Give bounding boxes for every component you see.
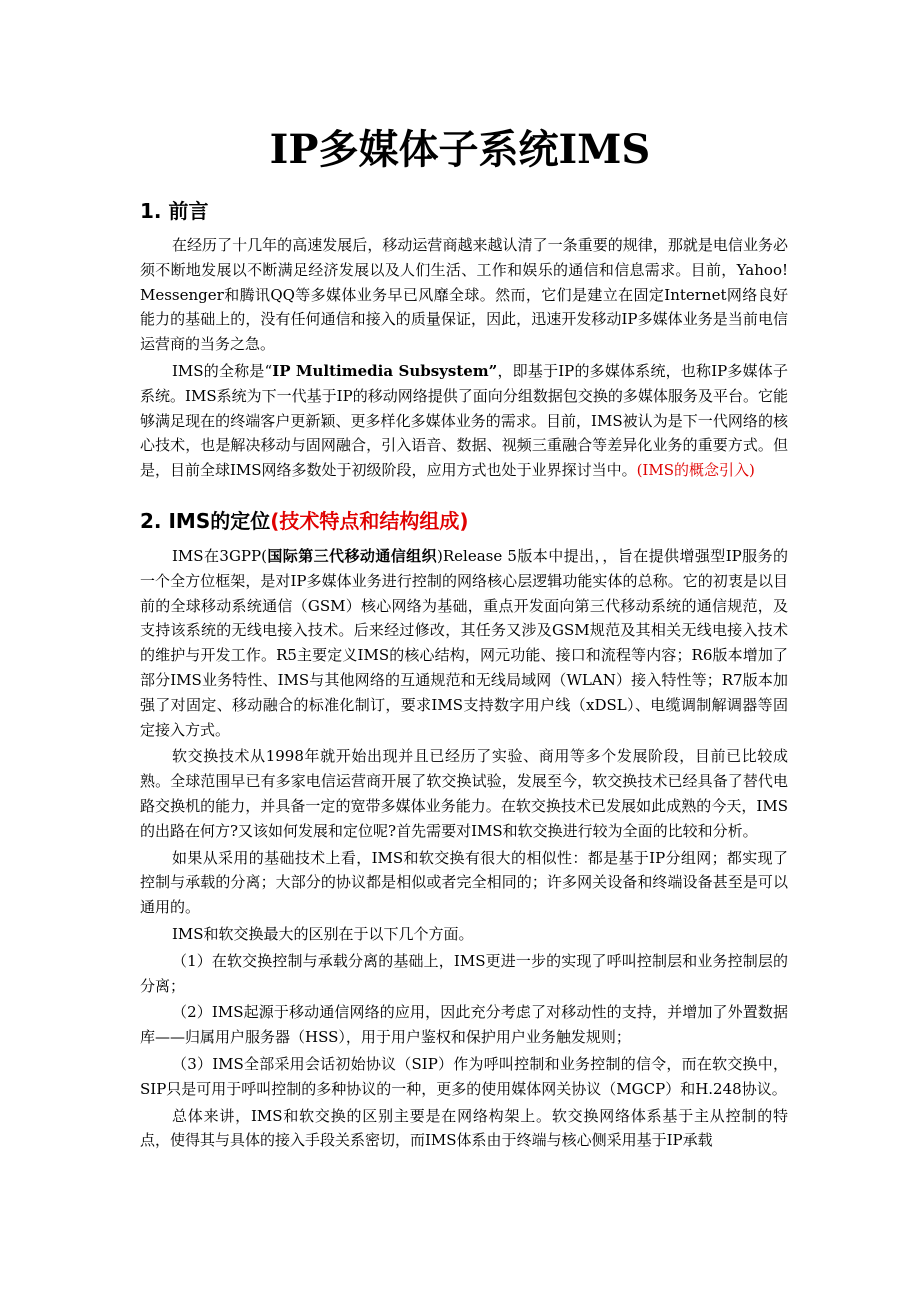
- paragraph: （2）IMS起源于移动通信网络的应用，因此充分考虑了对移动性的支持，并增加了外置数据库——归属用户服务器（HSS），用于用户鉴权和保护用户业务触发规则；: [140, 1003, 788, 1047]
- section-2-heading: [140, 506, 469, 536]
- bold-text: IP Multimedia Subsystem”: [272, 361, 498, 380]
- section-1-heading: 1. 前言: [140, 199, 209, 223]
- paragraph: 软交换技术从1998年就开始出现并且已经历了实验、商用等多个发展阶段，目前已比较成熟。全球范围早已有多家电信运营商开展了软交换试验，发展至今，软交换技术已经具备了替代电路交换机的能力，并具备一定的宽带多媒体业务能力。在软交换技术已发展如此成熟的今天，IMS的出路在何方?又该如何发展和定位呢?首先需要对IMS和软交换进行较为全面的比较和分析。: [140, 747, 788, 840]
- paragraph: 在经历了十几年的高速发展后，移动运营商越来越认清了一条重要的规律，那就是电信业务必须不断地发展以不断满足经济发展以及人们生活、工作和娱乐的通信和信息需求。目前，Yahoo! Messenger和腾讯QQ等多媒体业务早已风靡全球。然而，它们是建立在固定Internet网络良好能力的基础上的，没有任何通信和接入的质量保证，因此，迅速开发移动IP多媒体业务是当前电信运营商的当务之急。: [140, 236, 788, 354]
- section-1-body: [140, 233, 788, 485]
- paragraph: IMS和软交换最大的区别在于以下几个方面。: [172, 924, 474, 943]
- text-run: )Release 5版本中提出，，旨在提供增强型IP服务的一个全方位框架，是对IP多媒体业务进行控制的网络核心层逻辑功能实体的总称。它的初衷是以目前的全球移动系统通信（GSM）核心网络为基础，重点开发面向第三代移动系统的通信规范，及支持该系统的无线电接入技术。后来经过修改，其任务又涉及GSM规范及其相关无线电接入技术的维护与开发工作。R5主要定义IMS的核心结构，网元功能、接口和流程等内容；R6版本增加了部分IMS业务特性、IMS与其他网络的互通规范和无线局域网（WLAN）接入特性等；R7版本加强了对固定、移动融合的标准化制订，要求IMS支持数字用户线（xDSL）、电缆调制解调器等固定接入方式。: [140, 547, 788, 739]
- text-run: IMS的全称是“: [172, 361, 273, 380]
- paragraph: （1）在软交换控制与承载分离的基础上，IMS更进一步的实现了呼叫控制层和业务控制层的分离；: [140, 951, 788, 995]
- text-run: IMS在3GPP(: [172, 547, 267, 565]
- heading-text: 2. IMS的定位: [140, 509, 271, 533]
- paragraph: [140, 359, 788, 483]
- paragraph: 总体来讲，IMS和软交换的区别主要是在网络构架上。软交换网络体系基于主从控制的特点，使得其与具体的接入手段关系密切，而IMS体系由于终端与核心侧采用基于IP承载: [140, 1106, 788, 1150]
- page-title: IP多媒体子系统IMS: [269, 126, 651, 173]
- red-note: (IMS的概念引入): [636, 461, 755, 480]
- text-run: ，即基于IP的多媒体系统，也称IP多媒体子系统。IMS系统为下一代基于IP的移动网络提供了面向分组数据包交换的多媒体服务及平台。它能够满足现在的终端客户更新颖、更多样化多媒体业务的需求。目前，IMS被认为是下一代网络的核心技术，也是解决移动与固网融合，引入语音、数据、视频三重融合等差异化业务的重要方式。但是，目前全球IMS网络多数处于初级阶段，应用方式也处于业界探讨当中。: [140, 361, 789, 480]
- heading-red-text: (技术特点和结构组成): [270, 509, 469, 533]
- paragraph: （3）IMS全部采用会话初始协议（SIP）作为呼叫控制和业务控制的信令，而在软交换中，SIP只是可用于呼叫控制的多种协议的一种，更多的使用媒体网关协议（MGCP）和H.248协议。: [140, 1054, 788, 1098]
- bold-text: 国际第三代移动通信组织: [266, 547, 437, 565]
- paragraph: 如果从采用的基础技术上看，IMS和软交换有很大的相似性：都是基于IP分组网；都实现了控制与承载的分离；大部分的协议都是相似或者完全相同的；许多网关设备和终端设备甚至是可以通用的。: [140, 848, 788, 917]
- paragraph: [140, 544, 788, 742]
- section-2-body: [140, 544, 788, 1155]
